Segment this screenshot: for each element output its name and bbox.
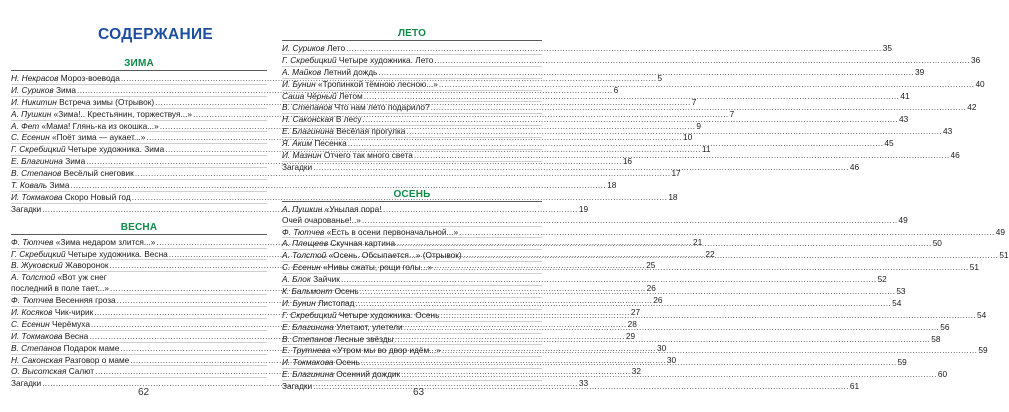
toc-entry-text (282, 274, 340, 285)
toc-work-title: Очей очарованье!..» (282, 214, 361, 225)
toc-entry-line (282, 54, 981, 66)
toc-work-title: «Зима недаром злится...» (55, 236, 156, 247)
toc-entry-text (282, 381, 312, 392)
toc-entry-text (282, 162, 312, 173)
dot-leader (413, 150, 951, 161)
toc-author: И. Бунин (282, 78, 316, 89)
toc-entry-text (282, 138, 347, 149)
toc-author: К. Бальмонт (282, 286, 333, 297)
section-divider (282, 40, 542, 41)
toc-entry-text (11, 319, 90, 330)
toc-entry[interactable] (11, 180, 617, 192)
toc-page-number: 49 (898, 214, 908, 225)
toc-page-number: 10 (683, 132, 693, 143)
toc-page-number: 50 (932, 238, 942, 249)
toc-page-number: 25 (646, 260, 656, 271)
dot-leader (405, 126, 943, 137)
toc-entry-text (282, 262, 432, 273)
toc-page-number: 35 (882, 43, 892, 53)
toc-work-title: Зима (65, 156, 86, 167)
page-number-right: 63 (413, 387, 425, 398)
toc-author: И. Токмакова (11, 191, 63, 202)
toc-entry-text (282, 369, 400, 380)
toc-page-number: 54 (977, 309, 987, 320)
toc-page-number: 41 (900, 90, 910, 101)
toc-page-number: 28 (627, 318, 637, 329)
toc-work-title: Весёлая прогулка (336, 126, 406, 137)
toc-page-number: 18 (607, 180, 617, 191)
toc-page-number: 40 (975, 78, 985, 89)
dot-leader (312, 162, 850, 173)
dot-leader (458, 227, 996, 238)
toc-entry-line (282, 90, 910, 102)
toc-page-number: 58 (931, 333, 941, 344)
toc-page-number: 11 (701, 144, 711, 155)
toc-work-title: Песенка (314, 138, 347, 149)
toc-work-title: «Осень. Обсыпается...» (Отрывок) (328, 250, 462, 261)
dot-leader (345, 43, 883, 54)
toc-entry-text (11, 295, 116, 306)
toc-entry-line (282, 126, 953, 137)
toc-page-number: 22 (705, 248, 715, 259)
toc-entry-line (282, 214, 908, 226)
toc-work-title: «Есть в осени первоначальной...» (326, 226, 459, 237)
toc-page-number: 33 (578, 378, 589, 389)
toc-entry-text (282, 238, 395, 249)
toc-work-title: Зима (56, 84, 76, 95)
toc-page-number: 27 (630, 307, 641, 318)
toc-page-number: 49 (995, 226, 1005, 237)
toc-work-title: Скучная картина (330, 238, 396, 249)
toc-page-number: 45 (884, 138, 894, 149)
toc-author: Н. Саконская (282, 114, 334, 125)
dot-leader (361, 215, 899, 226)
section-heading: ОСЕНЬ (393, 188, 431, 200)
toc-entry-text (282, 215, 361, 226)
toc-work-title: Весёлый снеговик (63, 168, 134, 179)
toc-work-title: Чик-чирик (54, 307, 94, 318)
toc-entry-line (11, 180, 617, 191)
toc-entry-text (11, 283, 109, 294)
toc-entry[interactable] (11, 168, 681, 180)
toc-author: Г. Скребицкий (282, 309, 337, 320)
toc-work-title: Подарок маме (63, 342, 120, 353)
toc-work-title: Загадки (282, 381, 313, 392)
dot-leader (312, 381, 850, 392)
toc-page-number: 7 (691, 96, 697, 107)
toc-entry-text (282, 150, 413, 161)
toc-entry[interactable] (282, 226, 1005, 239)
toc-work-title: Весенняя гроза (55, 295, 116, 306)
toc-entry-text (282, 114, 361, 125)
toc-entry-line (282, 114, 909, 125)
toc-entry[interactable] (282, 78, 985, 91)
toc-work-title: Разговор о маме (64, 354, 130, 365)
toc-work-title: Летний дождь (323, 66, 378, 77)
toc-page-number: 26 (646, 283, 656, 294)
toc-author: Я. Аким (282, 138, 313, 149)
toc-entry-text (11, 85, 76, 96)
dot-leader (361, 114, 899, 125)
toc-entry-text (11, 144, 164, 155)
toc-author: Ф. Тютчев (282, 226, 325, 237)
toc-work-title: Весна (64, 330, 89, 341)
toc-entry-line (282, 138, 894, 149)
toc-entry-text (282, 357, 360, 368)
toc-entry-text (11, 355, 129, 366)
dot-leader (354, 298, 892, 309)
toc-page-number: 52 (877, 274, 887, 285)
toc-page-number: 53 (896, 286, 906, 297)
toc-page-number: 6 (613, 84, 619, 95)
toc-entry-text (282, 298, 354, 309)
toc-entry-text (11, 307, 93, 318)
toc-work-title: «Нивы сжаты, рощи голы...» (322, 262, 433, 273)
toc-entry-text (11, 272, 107, 283)
toc-work-title: последний в поле тает...» (11, 283, 109, 294)
dot-leader (363, 91, 901, 102)
dot-leader (441, 342, 979, 356)
toc-author: А. Плещеев (282, 238, 329, 249)
dot-leader (360, 354, 898, 368)
toc-entry-line (11, 132, 693, 143)
toc-author: Г. Скребицкий (11, 248, 66, 259)
section-divider (11, 234, 267, 235)
toc-work-title: Лесные звёзды (334, 333, 394, 344)
toc-page-number: 5 (657, 73, 663, 83)
toc-page-number: 7 (729, 108, 735, 119)
toc-entry[interactable] (282, 114, 909, 126)
toc-work-title: Четыре художника. Зима (67, 144, 165, 155)
toc-page-number: 43 (943, 126, 953, 137)
toc-entry-line (11, 272, 267, 283)
toc-page-number: 60 (937, 369, 948, 380)
toc-entry-line (282, 78, 985, 90)
toc-page-number: 51 (969, 262, 979, 273)
toc-entry-line (11, 168, 681, 179)
toc-work-title: Загадки (11, 378, 42, 389)
toc-author: И. Токмакова (282, 357, 334, 368)
toc-work-title: «Зима!.. Крестьянин, торжествуя...» (53, 108, 192, 119)
toc-work-title: «Тропинкой тёмною лесною...» (317, 78, 438, 89)
dot-leader (395, 238, 933, 249)
toc-author: И. Косяков (11, 307, 53, 318)
toc-entry-text (282, 102, 430, 113)
section-divider (282, 201, 542, 202)
toc-work-title: Осенний дождик (336, 369, 401, 380)
dot-leader (359, 286, 897, 297)
toc-author: Е. Благинина (282, 369, 334, 380)
toc-entry[interactable] (282, 54, 981, 67)
toc-work-title: Скоро Новый год (64, 191, 131, 202)
toc-author: И. Мазнин (282, 150, 322, 161)
toc-work-title: Улетают, улетели (336, 321, 403, 332)
toc-entry[interactable] (282, 66, 925, 79)
toc-author: И. Никитин (11, 96, 57, 107)
toc-entry-text (282, 310, 439, 321)
toc-page-number: 42 (967, 102, 977, 113)
toc-entry-text (282, 91, 363, 102)
dot-leader (394, 334, 932, 345)
toc-author: Е. Трутнева (282, 345, 331, 356)
toc-author: Г. Скребицкий (282, 54, 337, 65)
toc-author: И. Суриков (282, 43, 325, 53)
toc-entry-text (282, 322, 403, 333)
toc-entry-text (11, 249, 168, 260)
toc-entry-line (282, 102, 977, 113)
toc-author: С. Есенин (11, 318, 50, 329)
toc-author: Саша Чёрный (282, 90, 337, 101)
dot-leader (430, 102, 968, 113)
toc-entry-text (11, 331, 88, 342)
toc-author: А. Фет (11, 120, 40, 131)
toc-entry-text (11, 132, 145, 143)
toc-author: И. Бунин (282, 297, 316, 308)
toc-page-number: 26 (653, 295, 663, 306)
toc-entry-line (282, 150, 960, 161)
toc-author: Е. Благинина (282, 321, 334, 332)
toc-work-title: Мороз-воевода (60, 73, 120, 83)
toc-page-number: 51 (999, 250, 1009, 261)
toc-entry-text (11, 109, 192, 120)
toc-work-title: «Мама! Глянь-ка из окошка...» (41, 120, 159, 131)
toc-page-number: 43 (899, 114, 909, 125)
toc-work-title: Четыре художника. Лето (338, 54, 434, 65)
toc-entry-text (11, 73, 120, 84)
toc-entry[interactable] (282, 90, 910, 103)
toc-author: С. Есенин (11, 132, 50, 143)
toc-author: В. Степанов (11, 168, 62, 179)
toc-author: В. Степанов (282, 102, 333, 113)
toc-author: И. Токмакова (11, 330, 63, 341)
toc-work-title: В лесу (335, 114, 362, 125)
toc-work-title: Лето (327, 43, 346, 53)
toc-entry-text (282, 227, 458, 238)
toc-page-number: 56 (940, 321, 950, 332)
toc-work-title: Четыре художника. Осень (338, 309, 440, 320)
toc-entry-text (282, 286, 359, 297)
toc-entry-text (11, 260, 108, 271)
toc-entry-text (282, 67, 377, 78)
toc-work-title: «Вот уж снег (57, 272, 107, 283)
toc-page-number: 30 (656, 342, 667, 353)
toc-entry-line (11, 144, 711, 155)
toc-author: В. Жуковский (11, 260, 63, 271)
toc-page-number: 21 (692, 236, 703, 247)
toc-entry-text (11, 97, 154, 108)
toc-page-number: 36 (971, 54, 981, 65)
toc-author: Н. Некрасов (11, 73, 59, 83)
section-divider (11, 70, 267, 71)
toc-author: И. Суриков (11, 84, 54, 95)
toc-work-title: Летом (338, 90, 363, 101)
toc-work-title: Встреча зимы (Отрывок) (59, 96, 155, 107)
toc-author: Н. Саконская (11, 354, 63, 365)
toc-work-title: Жаворонок (65, 260, 109, 271)
dot-leader (439, 310, 977, 321)
toc-author: Т. Коваль (11, 180, 48, 191)
section-heading: ВЕСНА (120, 221, 158, 233)
toc-work-title: Что нам лето подарило? (334, 102, 430, 113)
toc-entry-text (282, 250, 462, 261)
toc-author: А. Пушкин (282, 203, 323, 214)
toc-entry-line (282, 66, 925, 78)
dot-leader (432, 262, 970, 273)
toc-entry[interactable] (282, 274, 887, 286)
toc-author: А. Блок (282, 274, 311, 285)
page-title: СОДЕРЖАНИЕ (98, 26, 214, 43)
toc-page-number: 18 (668, 191, 678, 202)
toc-entry-text (11, 168, 134, 179)
toc-page-number: 46 (950, 150, 960, 161)
dot-leader (438, 79, 976, 90)
toc-work-title: «Поёт зима — аукает...» (51, 132, 146, 143)
toc-page-number: 61 (849, 381, 860, 392)
toc-entry-text (11, 366, 94, 377)
toc-page-number: 54 (892, 297, 902, 308)
toc-author: С. Есенин (282, 262, 321, 273)
section-heading: ЛЕТО (397, 28, 427, 39)
toc-page-number: 39 (915, 66, 925, 77)
toc-work-title: Осень (334, 286, 359, 297)
toc-work-title: Зайчик (313, 274, 340, 285)
dot-leader (377, 67, 915, 78)
toc-entry-text (11, 156, 85, 167)
toc-entry-text (11, 204, 41, 215)
dot-leader (403, 322, 941, 333)
toc-entry-text (11, 378, 41, 389)
toc-work-title: Загадки (11, 203, 42, 214)
toc-work-title: «Утром мы во двор идём...» (332, 345, 441, 356)
toc-page-number: 29 (625, 330, 636, 341)
toc-author: Ф. Тютчев (11, 236, 54, 247)
toc-page-number: 19 (578, 203, 589, 214)
toc-page-number: 9 (696, 120, 701, 131)
toc-entry-text (11, 192, 131, 203)
toc-entry-text (282, 204, 382, 215)
toc-page-number: 17 (671, 168, 681, 179)
toc-page-number: 32 (631, 366, 641, 377)
toc-page-number: 59 (897, 357, 907, 368)
page-number-left: 62 (138, 387, 150, 398)
toc-author: А. Пушкин (11, 108, 52, 119)
toc-page-number: 46 (849, 161, 860, 172)
toc-entry-text (11, 180, 69, 191)
toc-work-title: Четыре художника. Весна (67, 248, 168, 259)
toc-entry-line (282, 274, 887, 285)
toc-author: В. Степанов (11, 342, 62, 353)
toc-entry-line (282, 226, 1005, 238)
toc-author: О. Высотская (11, 366, 67, 377)
toc-work-title: Отчего так много света (323, 150, 413, 161)
toc-entry-text (282, 43, 345, 54)
toc-author: Г. Скребицкий (11, 144, 66, 155)
toc-author: Е. Благинина (282, 126, 334, 137)
toc-work-title: «Унылая пора! (324, 203, 382, 214)
toc-entry-line (282, 43, 892, 54)
toc-author: А. Толстой (282, 250, 327, 261)
toc-author: А. Майков (282, 66, 322, 77)
dot-leader (347, 138, 885, 149)
dot-leader (433, 55, 971, 66)
toc-page-number: 16 (622, 156, 633, 167)
toc-work-title: Листопад (317, 297, 355, 308)
toc-entry-text (11, 343, 119, 354)
toc-page-number: 59 (978, 345, 988, 356)
toc-entry-line (282, 204, 542, 215)
dot-leader (400, 369, 938, 380)
toc-entry[interactable] (282, 43, 892, 55)
toc-entry-text (282, 79, 438, 90)
toc-work-title: Осень (335, 357, 360, 368)
toc-entry-text (11, 237, 155, 248)
toc-author: Ф. Тютчев (11, 295, 54, 306)
toc-entry-text (282, 126, 405, 137)
toc-page-number: 30 (666, 354, 677, 365)
toc-work-title: Зима (49, 180, 70, 191)
toc-entry-text (282, 55, 433, 66)
toc-work-title: Салют (68, 366, 95, 377)
toc-work-title: Загадки (282, 161, 313, 172)
toc-entry-text (282, 334, 394, 345)
toc-author: А. Толстой (11, 272, 56, 283)
toc-entry-text (11, 121, 159, 132)
toc-entry[interactable] (282, 102, 977, 114)
toc-author: В. Степанов (282, 333, 333, 344)
dot-leader (462, 250, 1000, 261)
toc-entry-text (282, 345, 441, 356)
toc-author: Е. Благинина (11, 156, 63, 167)
dot-leader (340, 274, 878, 285)
section-heading: ЗИМА (124, 58, 154, 69)
toc-work-title: Черёмуха (51, 318, 90, 329)
